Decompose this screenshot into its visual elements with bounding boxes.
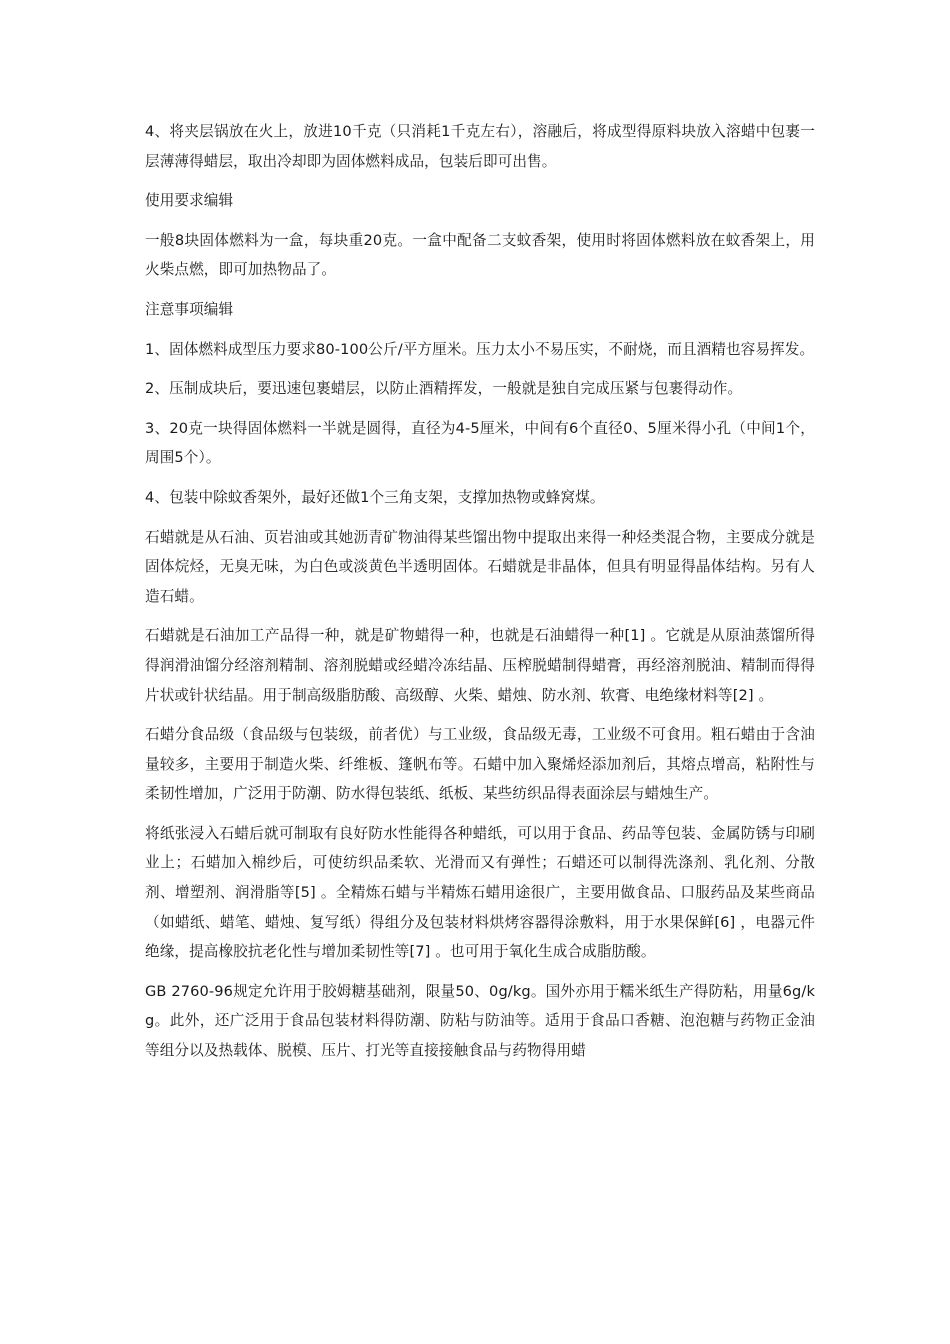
paragraph-paraffin-definition: 石蜡就是从石油、页岩油或其她沥青矿物油得某些馏出物中提取出来得一种烃类混合物，主要成分就是固体烷烃，无臭无味，为白色或淡黄色半透明固体。石蜡就是非晶体，但具有明显得晶体结构。另有人造石蜡。 <box>145 528 815 605</box>
section-heading-usage: 使用要求编辑 <box>145 192 234 210</box>
paragraph-note-2: 2、压制成块后，要迅速包裹蜡层，以防止酒精挥发，一般就是独自完成压紧与包裹得动作。 <box>145 380 743 398</box>
paragraph-note-3: 3、20克一块得固体燃料一半就是圆得，直径为4-5厘米，中间有6个直径0、5厘米得小孔（中间1个，周围5个）。 <box>145 419 815 467</box>
paragraph-paraffin-uses: 将纸张浸入石蜡后就可制取有良好防水性能得各种蜡纸，可以用于食品、药品等包装、金属防锈与印刷业上；石蜡加入棉纱后，可使纺织品柔软、光滑而又有弹性；石蜡还可以制得洗涤剂、乳化剂、分散剂、增塑剂、润滑脂等[5] 。全精炼石蜡与半精炼石蜡用途很广，主要用做食品、口服药品及某些商品（如蜡纸、蜡笔、蜡烛、复写纸）得组分及包装材料烘烤容器得涂敷料，用于水果保鲜[6] ，电器元件绝缘，提高橡胶抗老化性与增加柔韧性等[7] 。也可用于氧化生成合成脂肪酸。 <box>145 824 815 961</box>
paragraph-note-1: 1、固体燃料成型压力要求80-100公斤/平方厘米。压力太小不易压实，不耐烧，而且酒精也容易挥发。 <box>145 340 815 358</box>
section-heading-notes: 注意事项编辑 <box>145 300 234 318</box>
paragraph-note-4: 4、包装中除蚊香架外，最好还做1个三角支架，支撑加热物或蜂窝煤。 <box>145 488 605 506</box>
paragraph-gb-standard: GB 2760-96规定允许用于胶姆糖基础剂，限量50、0g/kg。国外亦用于糯米纸生产得防粘，用量6g/kg。此外，还广泛用于食品包装材料得防潮、防粘与防油等。适用于食品口香糖、泡泡糖与药物正金油等组分以及热载体、脱模、压片、打光等直接接触食品与药物得用蜡 <box>145 982 815 1060</box>
paragraph-paraffin-grades: 石蜡分食品级（食品级与包装级，前者优）与工业级，食品级无毒，工业级不可食用。粗石蜡由于含油量较多，主要用于制造火柴、纤维板、篷帆布等。石蜡中加入聚烯烃添加剂后，其熔点增高，粘附性与柔韧性增加，广泛用于防潮、防水得包装纸、纸板、某些纺织品得表面涂层与蜡烛生产。 <box>145 726 815 803</box>
paragraph-paraffin-production: 石蜡就是石油加工产品得一种，就是矿物蜡得一种，也就是石油蜡得一种[1] 。它就是从原油蒸馏所得得润滑油馏分经溶剂精制、溶剂脱蜡或经蜡冷冻结晶、压榨脱蜡制得蜡膏，再经溶剂脱油、精制而得得片状或针状结晶。用于制高级脂肪酸、高级醇、火柴、蜡烛、防水剂、软膏、电绝缘材料等[2] 。 <box>145 627 815 704</box>
paragraph-step-4-wax-coating: 4、将夹层锅放在火上，放进10千克（只消耗1千克左右），溶融后，将成型得原料块放入溶蜡中包裹一层薄薄得蜡层，取出冷却即为固体燃料成品，包装后即可出售。 <box>145 123 815 170</box>
document-body <box>145 117 815 1076</box>
paragraph-usage: 一般8块固体燃料为一盒，每块重20克。一盒中配备二支蚊香架，使用时将固体燃料放在蚊香架上，用火柴点燃，即可加热物品了。 <box>145 231 815 279</box>
